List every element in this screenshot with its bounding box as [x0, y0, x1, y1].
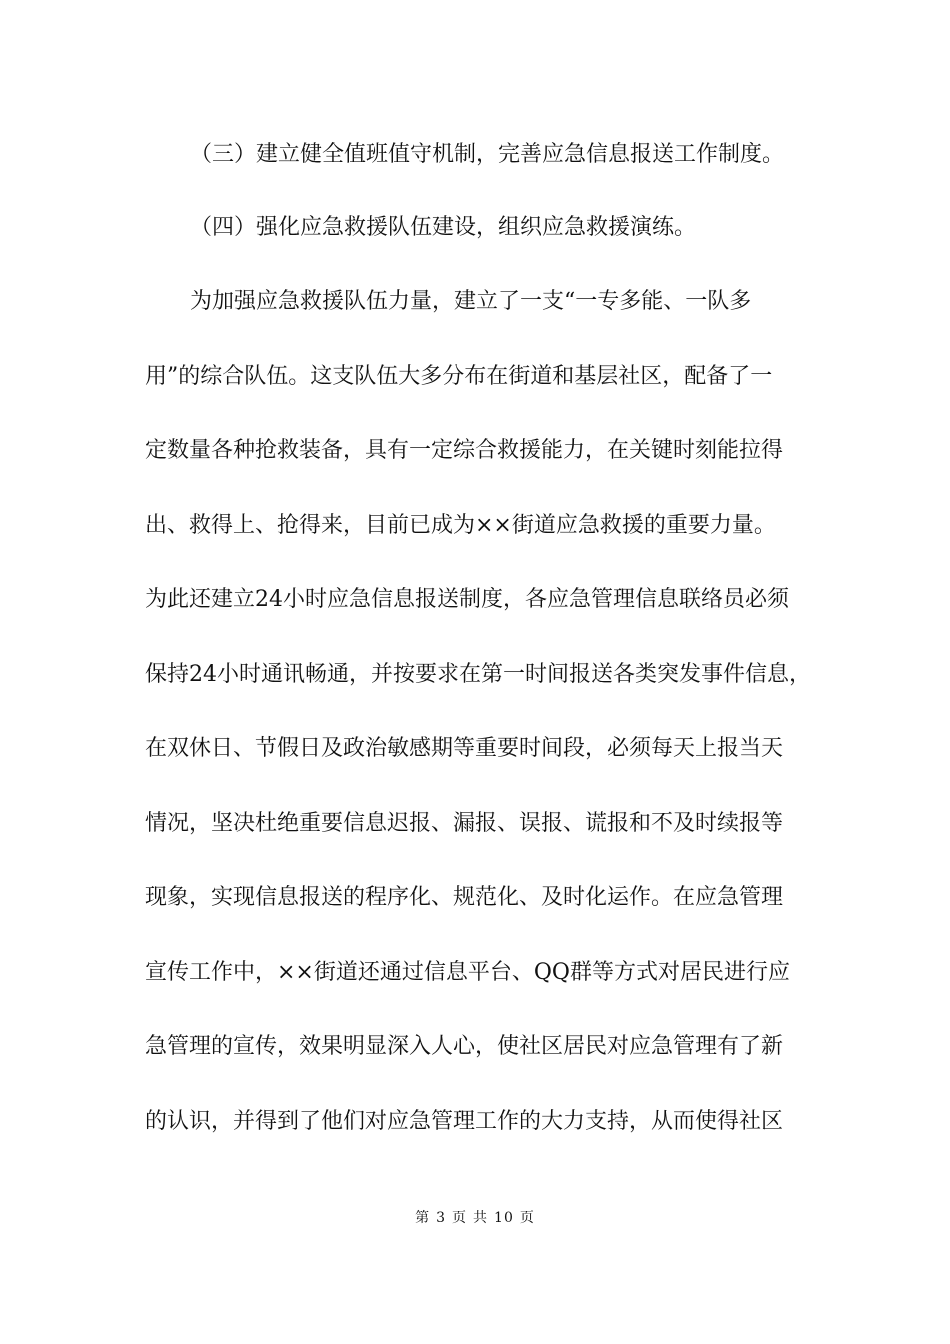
paragraph-line: 情况，坚决杜绝重要信息迟报、漏报、误报、谎报和不及时续报等: [145, 811, 784, 836]
total-pages-number: 10: [494, 1210, 514, 1226]
paragraph-line: 现象，实现信息报送的程序化、规范化、及时化运作。在应急管理: [145, 885, 784, 910]
section-heading-3: （三）建立健全值班值守机制，完善应急信息报送工作制度。: [190, 142, 785, 167]
paragraph-line: 急管理的宣传，效果明显深入人心，使社区居民对应急管理有了新: [145, 1034, 784, 1059]
page-unit-label: 页: [452, 1210, 468, 1226]
paragraph-line: 在双休日、节假日及政治敏感期等重要时间段，必须每天上报当天: [145, 736, 784, 761]
page-label: 第: [415, 1210, 431, 1226]
total-label: 共: [473, 1210, 489, 1226]
paragraph-line: 定数量各种抢救装备，具有一定综合救援能力，在关键时刻能拉得: [145, 438, 784, 463]
paragraph-line: 保持24小时通讯畅通，并按要求在第一时间报送各类突发事件信息，: [145, 662, 811, 687]
page-footer: [0, 1208, 950, 1228]
paragraph-line: 为加强应急救援队伍力量，建立了一支“一专多能、一队多: [190, 289, 752, 314]
current-page-number: 3: [436, 1210, 447, 1226]
total-unit-label: 页: [519, 1210, 535, 1226]
paragraph-line: 为此还建立24小时应急信息报送制度，各应急管理信息联络员必须: [145, 587, 789, 612]
section-heading-4: （四）强化应急救援队伍建设，组织应急救援演练。: [190, 215, 697, 240]
paragraph-line: 的认识，并得到了他们对应急管理工作的大力支持，从而使得社区: [145, 1109, 784, 1134]
paragraph-line: 出、救得上、抢得来，目前已成为××街道应急救援的重要力量。: [145, 513, 776, 538]
paragraph-line: 宣传工作中，××街道还通过信息平台、QQ群等方式对居民进行应: [145, 960, 790, 985]
paragraph-line: 用”的综合队伍。这支队伍大多分布在街道和基层社区，配备了一: [145, 364, 773, 389]
